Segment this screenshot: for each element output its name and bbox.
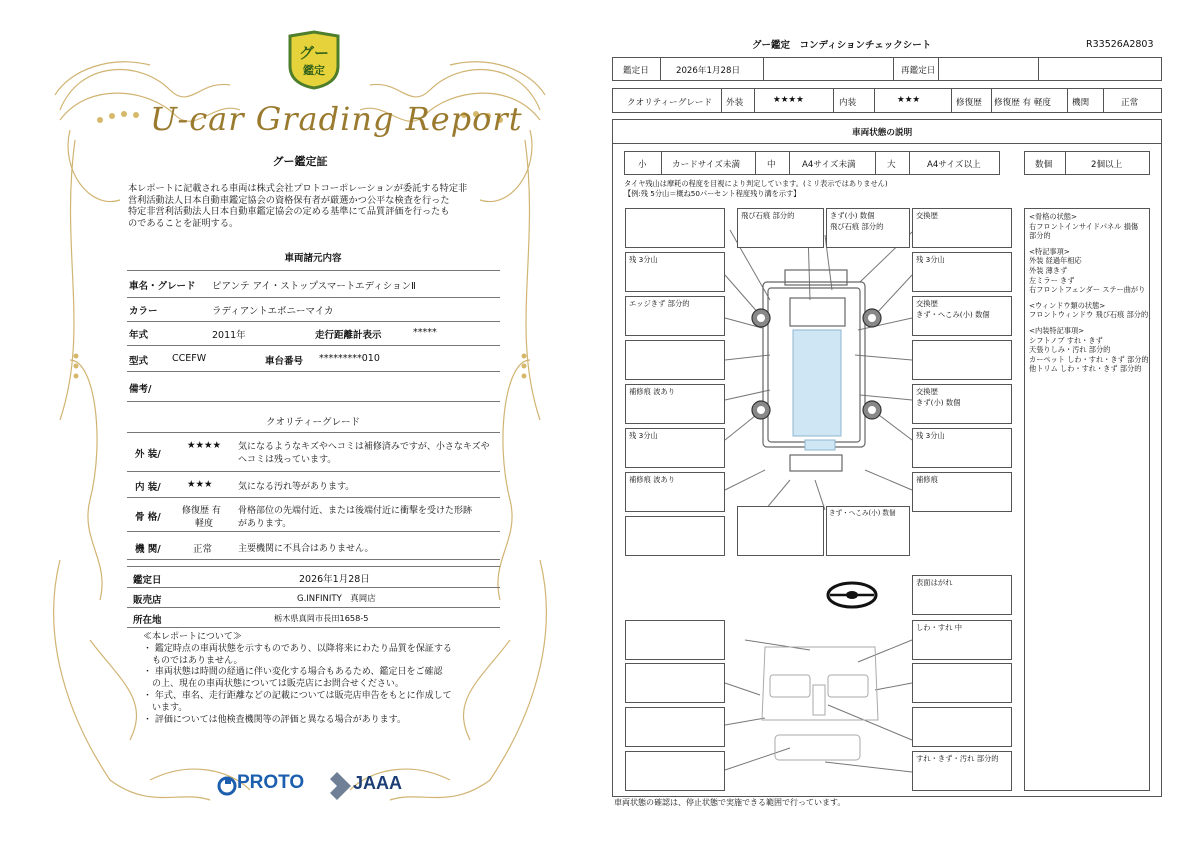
callout-box (912, 384, 1012, 424)
size-mid: 中 (767, 160, 776, 170)
summary-line: <ウィンドウ類の状態> (1029, 300, 1106, 310)
callout-box (912, 252, 1012, 292)
spec-row-year (127, 322, 500, 346)
date-label: 鑑定日 (133, 575, 162, 586)
intro-line: 特定非営利活動法人日本自動車鑑定協会の定める基準にて品質評価を行ったも (128, 206, 450, 217)
sheet-date-value: 2026年1月28日 (676, 66, 741, 76)
engine-label: 機関 (1072, 98, 1090, 108)
note-line: ・ 車両状態は時間の経過に伴い変化する場合もあるため、鑑定日をご確認 (143, 667, 443, 678)
date-value: 2026年1月28日 (299, 574, 370, 585)
callout-box (625, 707, 725, 747)
jaaa-logo-icon (330, 772, 351, 800)
name-value: ピアンテ アイ・ストップスマートエディションⅡ (212, 281, 416, 292)
summary-line: 外装 経過年相応 (1029, 256, 1082, 266)
interior-label: 内 装/ (135, 482, 161, 493)
sheet-footer: 車両状態の確認は、停止状態で実施できる範囲で行っています。 (614, 798, 846, 807)
report-notes (143, 632, 498, 726)
callout-text: 残 3分山 (629, 255, 658, 264)
interior-desc: 気になる汚れ等があります。 (238, 482, 355, 492)
sheet-date-label: 鑑定日 (623, 66, 649, 76)
svg-text:グー: グー (298, 44, 330, 62)
count-label: 数個 (1035, 160, 1053, 170)
year-value: 2011年 (212, 330, 246, 341)
spec-row-remarks (127, 372, 500, 402)
frame-desc: 骨格部位の先端付近、または後端付近に衝撃を受けた形跡 (238, 506, 473, 516)
qg-label: クオリティーグレード (627, 98, 713, 108)
engine-value: 正常 (1121, 98, 1139, 108)
appraisal-date-row (127, 566, 500, 588)
report-script-title: U-car Grading Report (150, 100, 523, 138)
logos (215, 768, 425, 802)
note-line: ・ 年式、車名、走行距離などの記載については販売店申告をもとに作成して (143, 690, 452, 701)
summary-line: 左ミラー きず (1029, 275, 1075, 285)
spec-section-title: 車両諸元内容 (284, 253, 342, 264)
summary-line: 他トリム しわ・すれ・きず 部分的 (1029, 364, 1142, 374)
size-mid-desc: A4サイズ未満 (802, 160, 856, 170)
callout-text: 表面はがれ (916, 578, 953, 587)
divider (127, 270, 500, 271)
repair-value: 修復歴 有 軽度 (994, 98, 1052, 108)
callout-text: きず(小) 数個 (916, 398, 961, 407)
color-value: ラディアントエボニーマイカ (212, 306, 334, 317)
certificate-heading: グー鑑定証 (272, 155, 328, 168)
summary-line: <骨格の状態> (1029, 212, 1077, 221)
callout-text: 交換歴 (916, 211, 938, 220)
size-small: 小 (638, 160, 647, 170)
note-line: の上、現在の車両状態については販売店にお問合せください。 (143, 679, 404, 690)
callout-box (625, 428, 725, 468)
intro-line: 本レポートに記載される車両は株式会社プロトコーポレーションが委託する特定非 (128, 183, 468, 194)
frame-value: 修復歴 有 (182, 506, 221, 516)
goo-kantei-badge (286, 30, 342, 90)
callout-text: 補修痕 (916, 475, 938, 484)
callout-box (625, 296, 725, 336)
shop-label: 販売店 (133, 595, 162, 606)
summary-panel (1024, 208, 1150, 791)
condition-title: 車両状態の説明 (852, 128, 913, 138)
callout-box (625, 208, 725, 248)
callout-text: きず・へこみ(小) 数個 (916, 310, 990, 319)
note-line: ・ 評価については他検査機関等の評価と異なる場合があります。 (143, 714, 406, 725)
callout-box (625, 384, 725, 424)
callout-text: きず(小) 数個 (830, 211, 875, 220)
callout-text: 補修痕 波あり (629, 387, 676, 396)
grade-row-exterior (127, 434, 500, 472)
callout-text: 交換歴 (916, 299, 938, 308)
steering-wheel-icon (828, 583, 876, 607)
callout-text: 残 3分山 (916, 431, 945, 440)
summary-line: 部分的 (1029, 231, 1051, 241)
callout-text: 交換歴 (916, 387, 938, 396)
reinspect-label: 再鑑定日 (901, 66, 936, 76)
size-small-desc: カードサイズ未満 (672, 160, 741, 170)
callout-box (912, 296, 1012, 336)
callout-box (625, 472, 725, 512)
size-large-desc: A4サイズ以上 (927, 160, 981, 170)
callout-box (625, 340, 725, 380)
sheet-title: グー鑑定 コンディションチェックシート (752, 40, 932, 51)
summary-line: 外装 薄きず (1029, 265, 1068, 275)
note-line: ものではありません。 (143, 655, 243, 666)
callout-text: 残 3分山 (629, 431, 658, 440)
note-line: ・ 鑑定時点の車両状態を示すものであり、以降将来にわたり品質を保証する (143, 643, 452, 654)
summary-line: <内装特記事項> (1029, 325, 1085, 335)
certificate-intro (128, 183, 498, 229)
frame-value2: 軽度 (195, 519, 214, 529)
callout-box (912, 620, 1012, 660)
callout-box (912, 428, 1012, 468)
engine-value: 正常 (193, 544, 213, 555)
callout-box (625, 516, 725, 556)
exterior-value: ★★★★ (773, 95, 804, 105)
callout-text: 補修痕 波あり (629, 475, 676, 484)
engine-label: 機 関/ (135, 544, 161, 555)
summary-line: カーペット しわ・すれ・きず 部分的 (1029, 354, 1149, 364)
callout-box (912, 751, 1012, 791)
chassis-value: *********010 (319, 353, 380, 364)
condition-check-sheet (600, 0, 1200, 848)
callout-box (826, 506, 910, 556)
summary-line: フロントウィンドウ 飛び石痕 部分的 (1029, 310, 1149, 320)
summary-line: シフトノブ すれ・きず (1029, 335, 1103, 345)
frame-desc: があります。 (238, 519, 292, 529)
name-label: 車名・グレード (129, 281, 196, 292)
spec-row-name (127, 272, 500, 298)
callout-text: 残 3分山 (916, 255, 945, 264)
callout-box (912, 707, 1012, 747)
callout-text: きず・へこみ(小) 数個 (829, 509, 896, 517)
callout-box (625, 751, 725, 791)
intro-line: 営利活動法人日本自動車鑑定協会の資格保有者が厳選かつ公平な検査を行った (128, 194, 450, 206)
svg-text:鑑定: 鑑定 (303, 64, 325, 77)
mileage-label: 走行距離計表示 (315, 330, 382, 341)
remarks-label: 備考/ (129, 384, 152, 395)
sheet-code: R33526A2803 (1086, 39, 1154, 50)
mileage-value: ***** (413, 327, 437, 338)
color-label: カラー (129, 306, 158, 317)
chassis-label: 車台番号 (265, 356, 304, 367)
model-value: CCEFW (172, 353, 207, 364)
address-value: 栃木県真岡市長田1658-5 (274, 613, 369, 623)
callout-text: エッジきず 部分的 (629, 299, 690, 308)
tire-note: タイヤ残山は摩耗の程度を目視により判定しています。(ミリ表示ではありません) (624, 179, 888, 188)
exterior-desc: ヘコミは残っています。 (238, 455, 337, 465)
callout-box (912, 208, 1012, 248)
jaaa-logo-text: JAAA (353, 773, 403, 793)
quality-section-title: クオリティーグレード (265, 417, 361, 428)
summary-line: 右フロントフェンダー ステー曲がり (1029, 285, 1146, 295)
summary-line: 右フロントインサイドパネル 損傷 (1029, 221, 1139, 231)
grade-row-frame (127, 498, 500, 532)
exterior-stars: ★★★★ (187, 440, 222, 451)
callout-text: しわ・すれ 中 (916, 623, 963, 632)
exterior-label: 外装 (726, 98, 744, 108)
shop-row (127, 588, 500, 608)
repair-label: 修復歴 (956, 98, 982, 108)
year-label: 年式 (129, 330, 149, 341)
shop-value: G.INFINITY 真岡店 (297, 594, 376, 604)
callout-box (912, 663, 1012, 703)
callout-text: 飛び石痕 部分的 (741, 211, 795, 220)
summary-line: 天張りしみ・汚れ 部分的 (1029, 345, 1111, 355)
frame-label: 骨 格/ (135, 512, 161, 523)
interior-value: ★★★ (897, 95, 921, 105)
callout-box (737, 208, 824, 248)
callout-box (625, 252, 725, 292)
callout-box (625, 620, 725, 660)
spec-row-color (127, 298, 500, 322)
model-label: 型式 (129, 356, 149, 367)
notes-title: ≪本レポートについて≫ (143, 632, 242, 642)
callout-box (912, 340, 1012, 380)
engine-desc: 主要機関に不具合はありません。 (238, 544, 374, 554)
proto-logo-text: PROTO (237, 772, 305, 793)
tire-note-example: 【例:残 5分山＝概ね50パーセント程度残り溝を示す】 (624, 189, 801, 198)
address-label: 所在地 (133, 615, 162, 626)
callout-box (912, 575, 1012, 615)
grade-row-engine (127, 532, 500, 560)
interior-label: 内装 (839, 98, 857, 108)
callout-box (625, 663, 725, 703)
callout-text: 飛び石痕 部分的 (830, 222, 884, 231)
spec-row-model (127, 346, 500, 372)
callout-box (912, 472, 1012, 512)
car-roof-glass (793, 330, 841, 436)
exterior-desc: 気になるようなキズやヘコミは補修済みですが、小さなキズや (238, 442, 490, 452)
summary-line: <特記事項> (1029, 246, 1070, 256)
grade-row-interior (127, 472, 500, 498)
exterior-label: 外 装/ (135, 449, 161, 460)
size-large: 大 (887, 160, 896, 170)
interior-stars: ★★★ (187, 479, 213, 490)
callout-box (737, 506, 824, 556)
callout-box (826, 208, 910, 248)
address-row (127, 608, 500, 628)
intro-line: のであることを証明する。 (128, 217, 239, 229)
divider (127, 432, 500, 433)
callout-text: すれ・きず・汚れ 部分的 (916, 754, 999, 763)
count-value: 2個以上 (1091, 160, 1123, 170)
note-line: います。 (143, 702, 188, 713)
